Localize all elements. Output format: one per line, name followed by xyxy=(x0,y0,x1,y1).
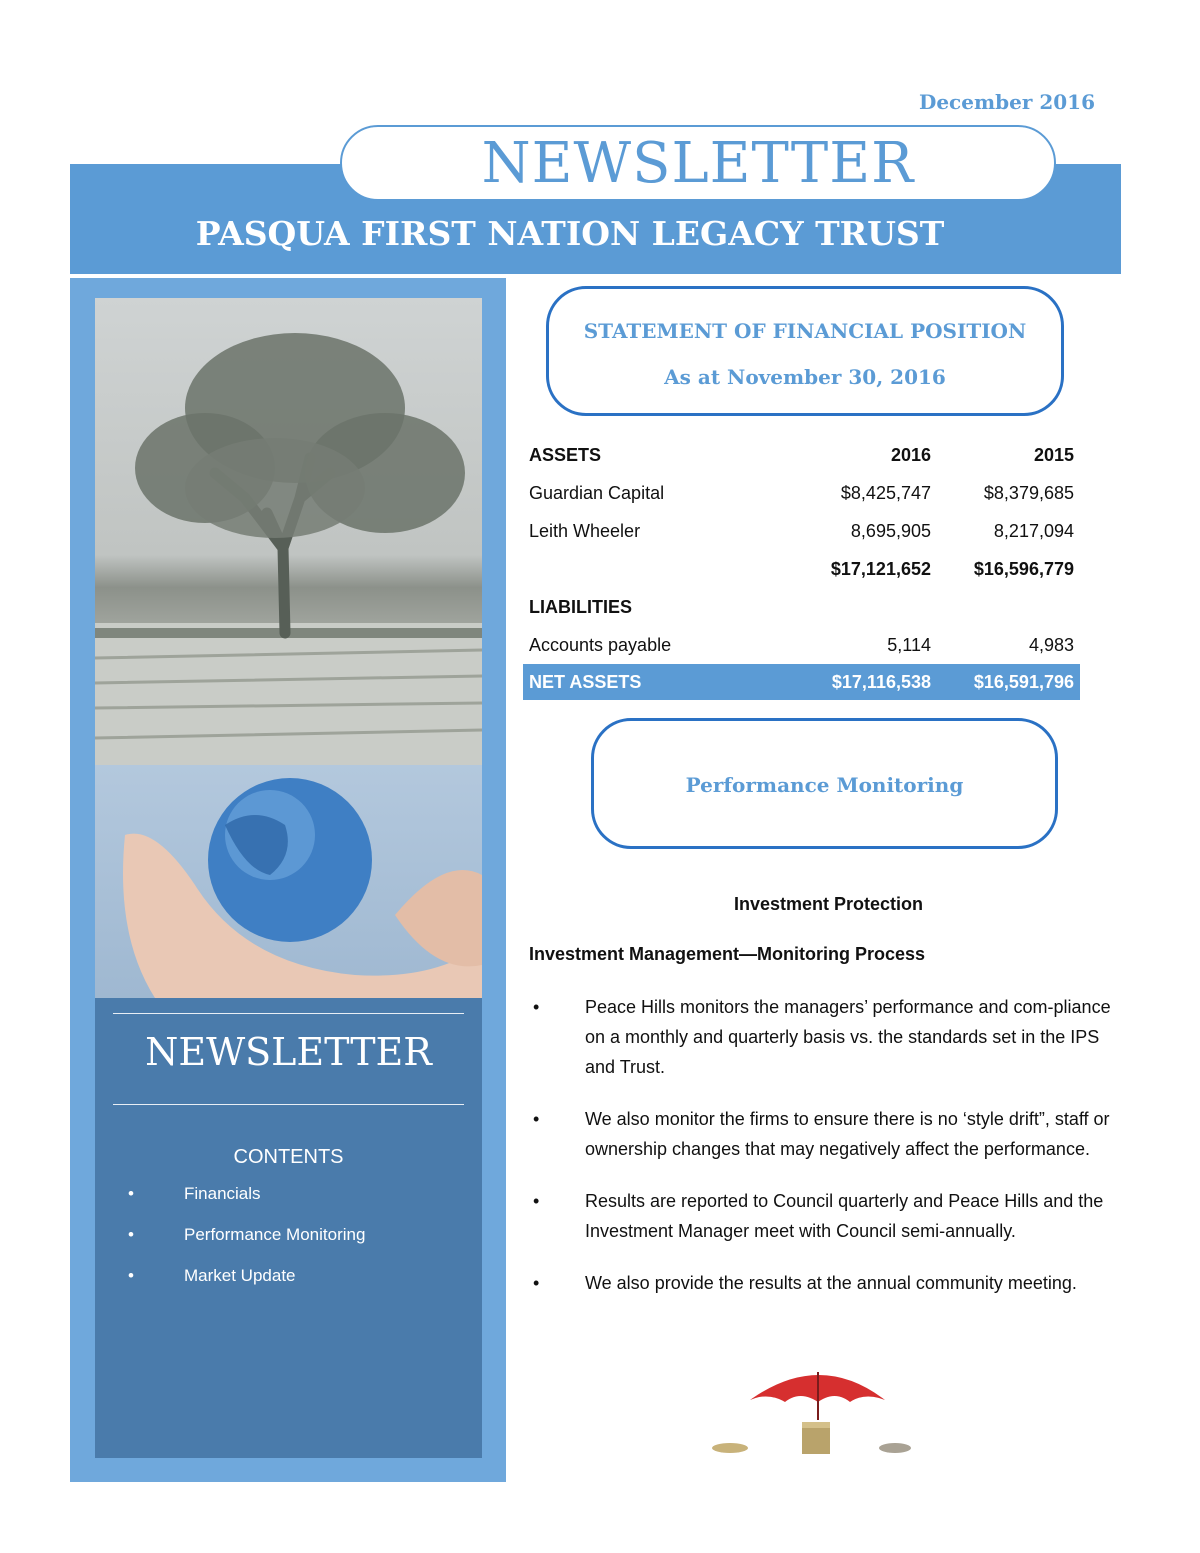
net-assets-2016: $17,116,538 xyxy=(765,664,937,700)
col-2015-header: 2015 xyxy=(1033,444,1074,465)
table-row xyxy=(523,474,1080,512)
contents-item-market-update: • Market Update xyxy=(128,1266,365,1307)
payable-2016: 5,114 xyxy=(887,634,931,655)
row-value-2016: 8,695,905 xyxy=(850,520,931,541)
total-assets-2016: $17,121,652 xyxy=(830,558,931,579)
monitoring-process-heading: Investment Management—Monitoring Process xyxy=(529,944,926,964)
investment-protection-heading: Investment Protection xyxy=(733,894,924,914)
financial-table xyxy=(523,436,1080,700)
newsletter-title: NEWSLETTER xyxy=(481,131,915,196)
table-row xyxy=(523,436,1080,474)
divider xyxy=(113,1104,464,1105)
financial-subtitle: As at November 30, 2016 xyxy=(664,365,946,389)
umbrella-coins-illustration xyxy=(700,1360,920,1460)
net-assets-2015: $16,591,796 xyxy=(937,664,1080,700)
table-row xyxy=(523,512,1080,550)
contents-item-financials: • Financials xyxy=(128,1184,365,1225)
table-row xyxy=(523,626,1080,664)
performance-title: Performance Monitoring xyxy=(685,773,964,797)
organization-name: PASQUA FIRST NATION LEGACY TRUST xyxy=(195,214,945,253)
row-value-2015: 8,217,094 xyxy=(993,520,1074,541)
list-item: • We also monitor the firms to ensure there is no ‘style drift”, staff or ownership changes that may negatively affect the performance. xyxy=(529,1104,1129,1164)
row-label: Leith Wheeler xyxy=(529,520,641,541)
liabilities-label: LIABILITIES xyxy=(529,596,632,617)
payable-2015: 4,983 xyxy=(1028,634,1074,655)
col-2016-header: 2016 xyxy=(890,444,931,465)
title-banner xyxy=(340,125,1056,201)
contents-item-performance: • Performance Monitoring xyxy=(128,1225,365,1266)
list-item: • We also provide the results at the annual community meeting. xyxy=(529,1268,1129,1298)
net-assets-row xyxy=(523,664,1080,700)
list-item: • Peace Hills monitors the managers’ performance and com-pliance on a monthly and quarterly basis vs. the standards set in the IPS and Trust. xyxy=(529,992,1129,1082)
globe-in-hands-photo xyxy=(95,765,482,998)
payable-label: Accounts payable xyxy=(529,634,672,655)
monitoring-bullets xyxy=(529,992,1129,1320)
total-assets-2015: $16,596,779 xyxy=(973,558,1074,579)
contents-list xyxy=(128,1184,365,1307)
sidebar-title: NEWSLETTER xyxy=(145,1030,432,1074)
financial-title: STATEMENT OF FINANCIAL POSITION xyxy=(583,319,1027,343)
divider xyxy=(113,1013,464,1014)
table-row xyxy=(523,588,1080,626)
performance-heading-box xyxy=(591,718,1058,849)
contents-heading: CONTENTS xyxy=(233,1146,344,1168)
list-item: • Results are reported to Council quarterly and Peace Hills and the Investment Manager meet with Council semi-annually. xyxy=(529,1186,1129,1246)
issue-date: December 2016 xyxy=(918,90,1095,114)
assets-label: ASSETS xyxy=(529,444,602,465)
net-assets-label: NET ASSETS xyxy=(523,664,765,700)
financial-heading-box xyxy=(546,286,1064,416)
row-value-2016: $8,425,747 xyxy=(840,482,931,503)
row-label: Guardian Capital xyxy=(529,482,665,503)
tree-photo xyxy=(95,298,482,765)
table-row xyxy=(523,550,1080,588)
row-value-2015: $8,379,685 xyxy=(983,482,1074,503)
